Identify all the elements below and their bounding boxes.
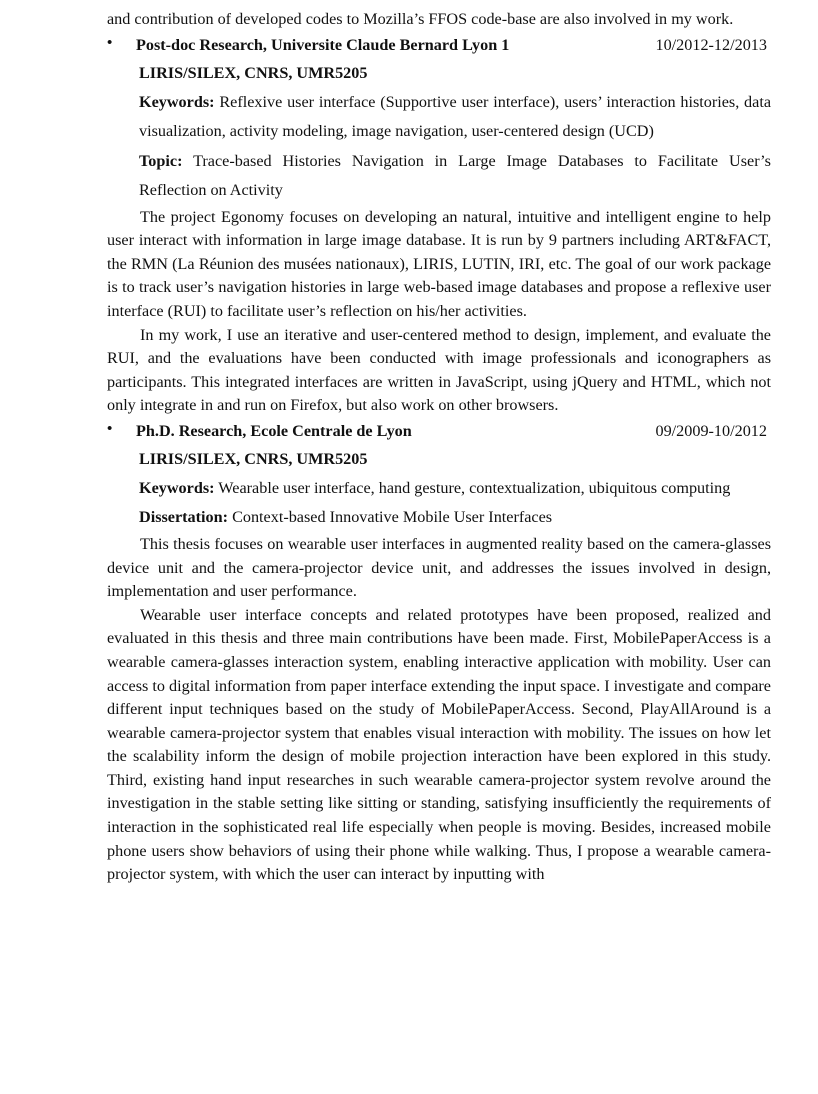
topic-label: Topic:: [139, 151, 183, 170]
keywords-text: Wearable user interface, hand gesture, contextualization, ubiquitous computing: [218, 478, 731, 497]
body-paragraph: The project Egonomy focuses on developing an natural, intuitive and intelligent engine to help user interact with information in large image database. It is run by 9 partners including ART&FACT, the RMN (La Réunion des musées nationaux), LIRIS, LUTIN, IRI, etc. The goal of our work package is to track user’s navigation histories in large web-based image databases and propose a reflexive user interface (RUI) to facilitate user’s reflection on his/her activities.: [107, 207, 771, 320]
dissertation-label: Dissertation:: [139, 508, 229, 527]
entry-lab: LIRIS/SILEX, CNRS, UMR5205: [139, 63, 368, 82]
entry-lab: LIRIS/SILEX, CNRS, UMR5205: [139, 449, 368, 468]
entry-title: Post-doc Research, Universite Claude Bernard Lyon 1: [136, 35, 510, 54]
topic-text: Trace-based Histories Navigation in Large Image Databases to Facilitate User’s Reflection on Activity: [139, 151, 771, 200]
intro-paragraph-tail: and contribution of developed codes to Mozilla’s FFOS code-base are also involved in my work.: [107, 10, 734, 28]
entry-dissertation: [139, 503, 771, 533]
keywords-label: Keywords:: [139, 478, 215, 497]
body-paragraph: In my work, I use an iterative and user-centered method to design, implement, and evaluate the RUI, and the evaluations have been conducted with image professionals and iconographers as participants. This integrated interfaces are written in JavaScript, using jQuery and HTML, which not only integrate in and run on Firefox, but also work on other browsers.: [107, 325, 771, 415]
entry-dates: 09/2009-10/2012: [655, 421, 767, 440]
entry-dates: 10/2012-12/2013: [655, 35, 767, 54]
body-paragraph: This thesis focuses on wearable user interfaces in augmented reality based on the camera-glasses device unit and the camera-projector device unit, and addresses the issues involved in design, implementation and user performance.: [107, 534, 771, 601]
bullet-icon: •: [107, 34, 113, 51]
dissertation-text: Context-based Innovative Mobile User Interfaces: [232, 508, 553, 527]
entry-topic: [139, 147, 771, 206]
entry-postdoc-header: [107, 32, 771, 59]
keywords-label: Keywords:: [139, 92, 215, 111]
document-page: [107, 8, 771, 887]
keywords-text: Reflexive user interface (Supportive user interface), users’ interaction histories, data visualization, activity modeling, image navigation, user-centered design (UCD): [139, 92, 772, 141]
entry-title: Ph.D. Research, Ecole Centrale de Lyon: [136, 421, 412, 440]
entry-phd-header: [107, 418, 771, 445]
entry-keywords: [139, 88, 771, 147]
entry-keywords: [139, 474, 771, 504]
body-paragraph: Wearable user interface concepts and related prototypes have been proposed, realized and evaluated in this thesis and three main contributions have been made. First, MobilePaperAccess is a wearable camera-glasses interaction system, enabling interactive application with mobility. User can access to digital information from paper interface extending the input space. I investigate and compare different input techniques based on the study of MobilePaperAccess. Second, PlayAllAround is a wearable camera-projector system that enables visual interaction with mobility. The issues on how let the scalability inform the design of mobile projection interaction have been explored in this study. Third, existing hand input researches in such wearable camera-projector system revolve around the investigation in the stable setting like sitting or standing, satisfying insufficiently the requirements of interaction in the sophisticated real life especially when people is moving. Besides, increased mobile phone users show behaviors of using their phone while walking. Thus, I propose a wearable camera-projector system, with which the user can interact by inputting with: [107, 605, 771, 884]
bullet-icon: •: [107, 420, 113, 437]
